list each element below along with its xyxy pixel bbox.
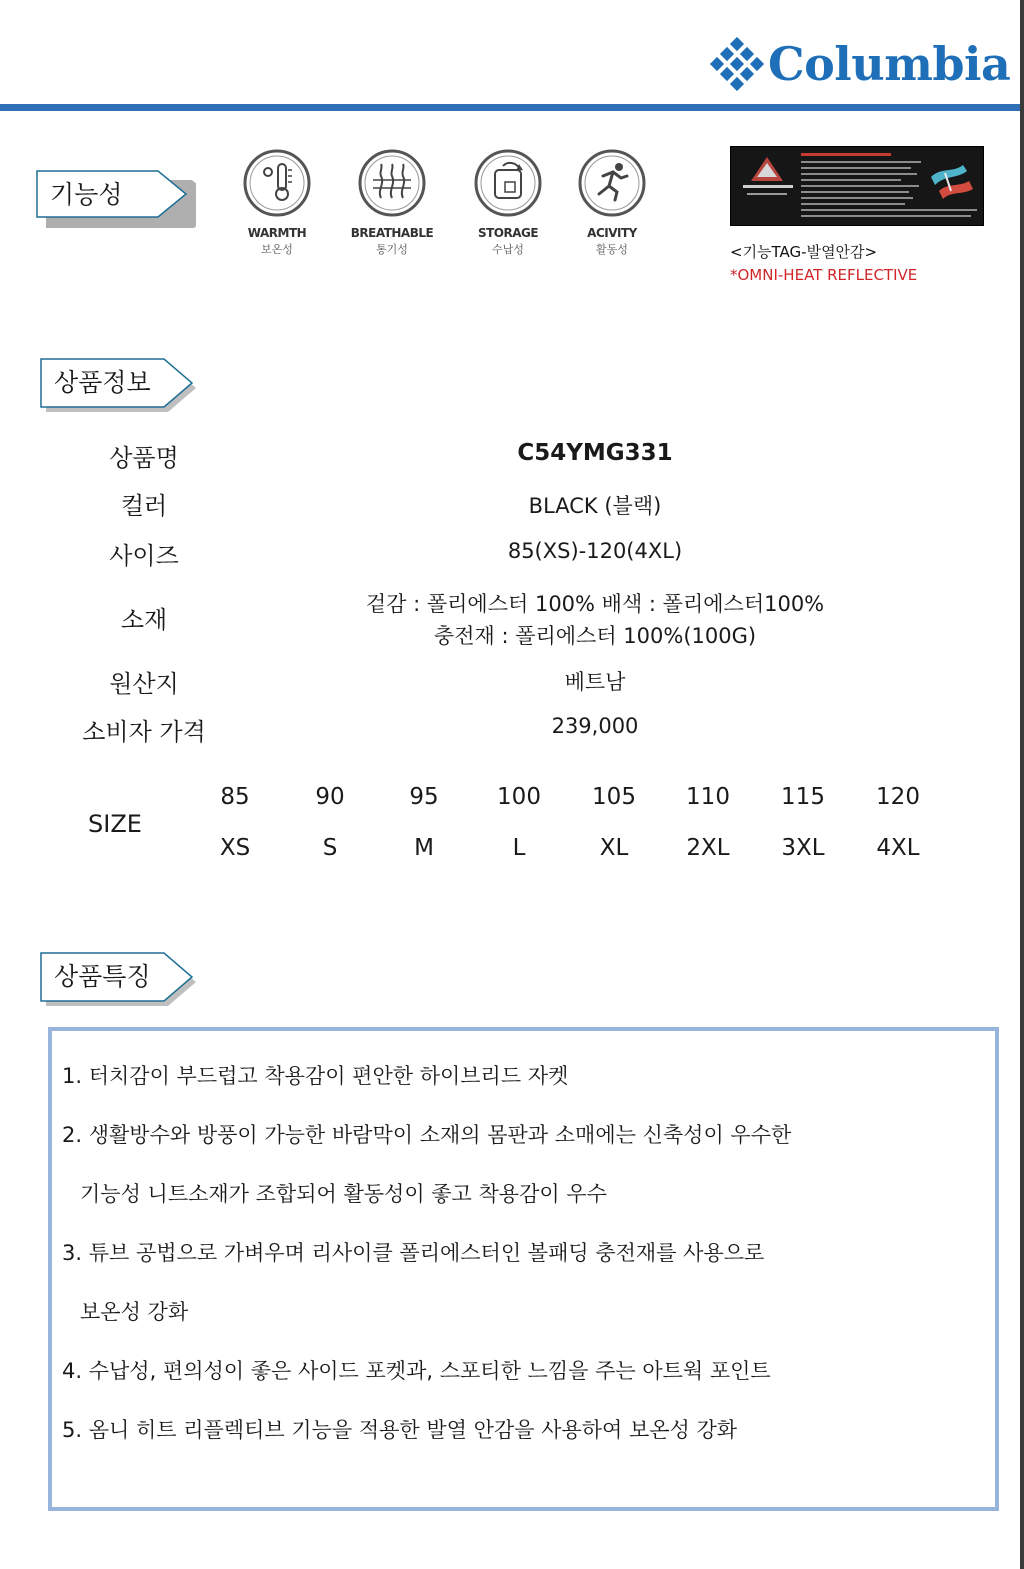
size-letter: 3XL (781, 835, 825, 861)
breathable-icon (357, 148, 427, 218)
info-key: 소재 (120, 606, 168, 634)
feature-line-2-cont: 기능성 니트소재가 조합되어 활동성이 좋고 착용감이 우수 (80, 1182, 607, 1206)
pocket-icon (473, 148, 543, 218)
info-value-line-1: 겉감 : 폴리에스터 100% 배색 : 폴리에스터100% (365, 592, 825, 616)
feature-label-ko: 수납성 (492, 243, 524, 256)
size-number: 105 (592, 784, 636, 810)
size-number: 100 (497, 784, 541, 810)
size-number: 110 (686, 784, 730, 810)
feature-label-ko: 통기성 (376, 243, 408, 256)
size-letter: L (512, 835, 526, 861)
feature-line-4: 4. 수납성, 편의성이 좋은 사이드 포켓과, 스포티한 느낌을 주는 아트웍 포인트 (62, 1359, 771, 1383)
section-title-product-info: 상품정보 (54, 368, 151, 397)
omni-heat-tag-image (730, 146, 984, 226)
size-chart-label: SIZE (88, 810, 142, 838)
feature-label-en: WARMTH (247, 226, 307, 240)
size-number: 120 (876, 784, 920, 810)
feature-label-en: ACIVITY (587, 226, 637, 240)
feature-line-2: 2. 생활방수와 방풍이 가능한 바람막이 소재의 몸판과 소매에는 신축성이 우수한 (62, 1123, 792, 1147)
feature-line-5: 5. 옴니 히트 리플렉티브 기능을 적용한 발열 안감을 사용하여 보온성 강화 (62, 1418, 738, 1442)
section-title-product-features: 상품특징 (54, 962, 151, 991)
size-number: 85 (220, 784, 250, 810)
feature-label-ko: 보온성 (261, 243, 293, 256)
header-rule (0, 104, 1020, 111)
info-value: 239,000 (551, 714, 639, 738)
size-letter: S (322, 835, 338, 861)
brand-name: Columbia (768, 37, 1011, 91)
section-tag-function (36, 170, 196, 220)
feature-warmth (222, 148, 332, 257)
feature-line-1: 1. 터치감이 부드럽고 착용감이 편안한 하이브리드 자켓 (62, 1064, 569, 1088)
section-tag-product-features (40, 952, 210, 1002)
size-number: 90 (315, 784, 345, 810)
feature-breathable (337, 148, 447, 257)
info-value: BLACK (블랙) (528, 494, 662, 518)
feature-label-en: BREATHABLE (350, 226, 434, 240)
feature-line-3-cont: 보온성 강화 (80, 1300, 189, 1324)
feature-label-ko: 활동성 (596, 243, 628, 256)
size-number: 115 (781, 784, 825, 810)
size-letter: 4XL (876, 835, 920, 861)
feature-label-en: STORAGE (477, 226, 539, 240)
info-key: 소비자 가격 (82, 718, 206, 746)
info-key: 상품명 (109, 444, 179, 472)
size-letter: 2XL (686, 835, 730, 861)
section-title-function: 기능성 (50, 180, 123, 209)
feature-storage (453, 148, 563, 257)
info-value: C54YMG331 (517, 440, 673, 466)
page-right-border (1020, 0, 1024, 1569)
section-tag-product-info (40, 358, 210, 408)
running-person-icon (577, 148, 647, 218)
function-tag-caption: <기능TAG-발열안감> (730, 243, 878, 261)
columbia-diamond-icon (708, 35, 766, 93)
info-value: 베트남 (564, 670, 626, 694)
info-key: 사이즈 (109, 542, 179, 570)
size-number: 95 (409, 784, 439, 810)
function-tag-note: *OMNI-HEAT REFLECTIVE (730, 266, 918, 284)
brand-logo (708, 32, 1010, 96)
info-value: 85(XS)-120(4XL) (507, 539, 683, 563)
feature-activity (557, 148, 667, 257)
info-key: 컬러 (120, 492, 168, 520)
omni-heat-tag-graphic (731, 147, 983, 225)
info-key: 원산지 (109, 670, 179, 698)
thermometer-icon (242, 148, 312, 218)
feature-line-3: 3. 튜브 공법으로 가벼우며 리사이클 폴리에스터인 볼패딩 충전재를 사용으로 (62, 1241, 765, 1265)
info-value-line-2: 충전재 : 폴리에스터 100%(100G) (433, 624, 757, 648)
size-letter: M (414, 835, 434, 861)
size-letter: XS (219, 835, 251, 861)
size-letter: XL (599, 835, 629, 861)
